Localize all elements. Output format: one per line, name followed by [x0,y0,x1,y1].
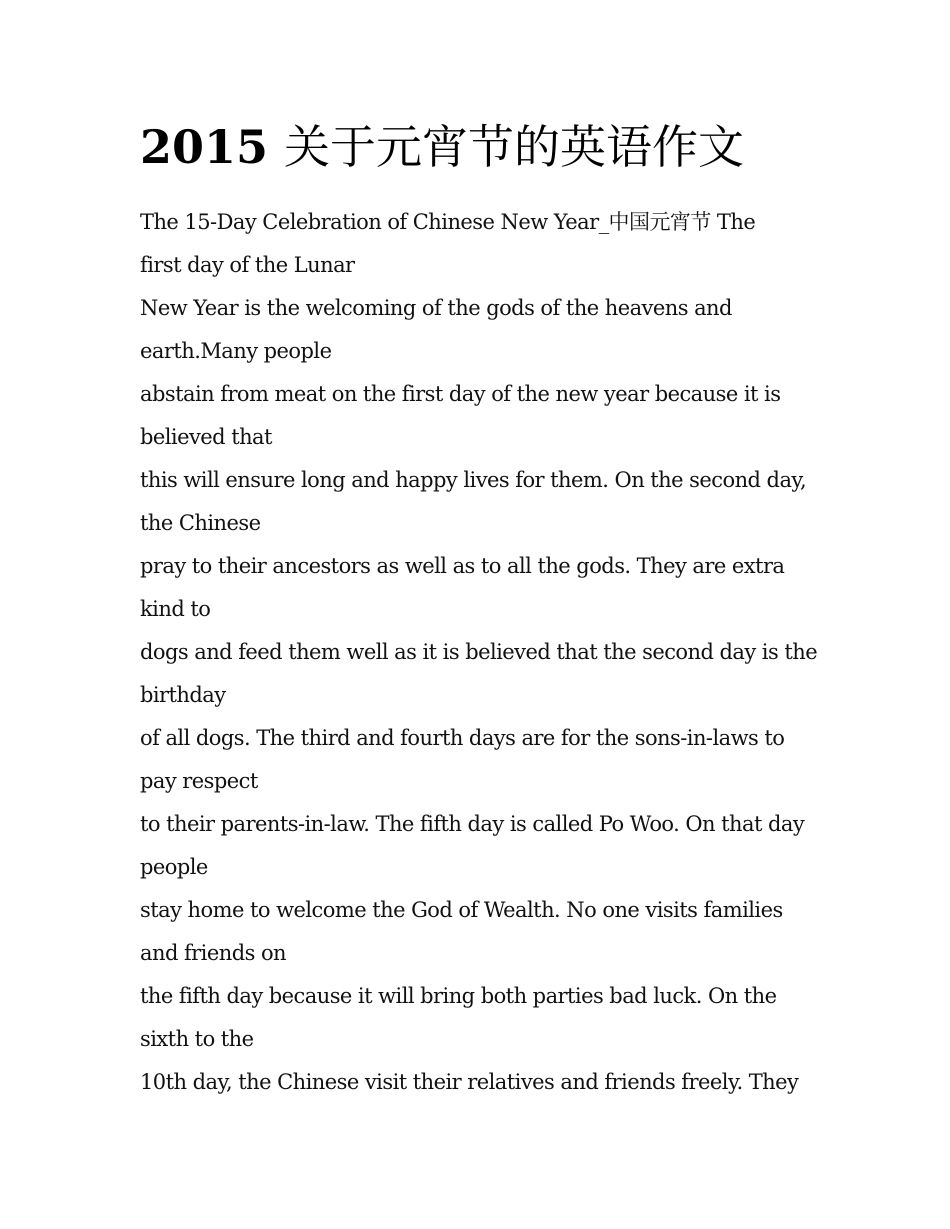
text-line: abstain from meat on the first day of the new year because it is [140,382,781,406]
text-line: believed that [140,425,272,449]
text-line: dogs and feed them well as it is believed that the second day is the [140,640,818,664]
text-line: people [140,855,208,879]
text-line: and friends on [140,941,287,965]
text-line: pray to their ancestors as well as to all the gods. They are extra [140,554,785,578]
essay-body [140,201,830,1104]
text-line: birthday [140,683,226,707]
text-line: the Chinese [140,511,261,535]
text-line: New Year is the welcoming of the gods of the heavens and [140,296,732,320]
page-title [140,118,744,176]
text-line: stay home to welcome the God of Wealth. No one visits families [140,898,783,922]
text-line: earth.Many people [140,339,332,363]
text-line: pay respect [140,769,258,793]
text-line: to their parents-in-law. The fifth day is called Po Woo. On that day [140,812,805,836]
text-line: this will ensure long and happy lives for them. On the second day, [140,468,807,492]
text-line: first day of the Lunar [140,253,355,277]
text-line: 10th day, the Chinese visit their relatives and friends freely. They [140,1070,799,1094]
text-line: kind to [140,597,211,621]
text-line: sixth to the [140,1027,254,1051]
text-line: the fifth day because it will bring both parties bad luck. On the [140,984,777,1008]
text-line: The 15-Day Celebration of Chinese New Year_中国元宵节 The [140,210,756,234]
title-year: 2015 [140,120,269,174]
title-text: 关于元宵节的英语作文 [284,120,745,174]
text-line: of all dogs. The third and fourth days are for the sons-in-laws to [140,726,785,750]
